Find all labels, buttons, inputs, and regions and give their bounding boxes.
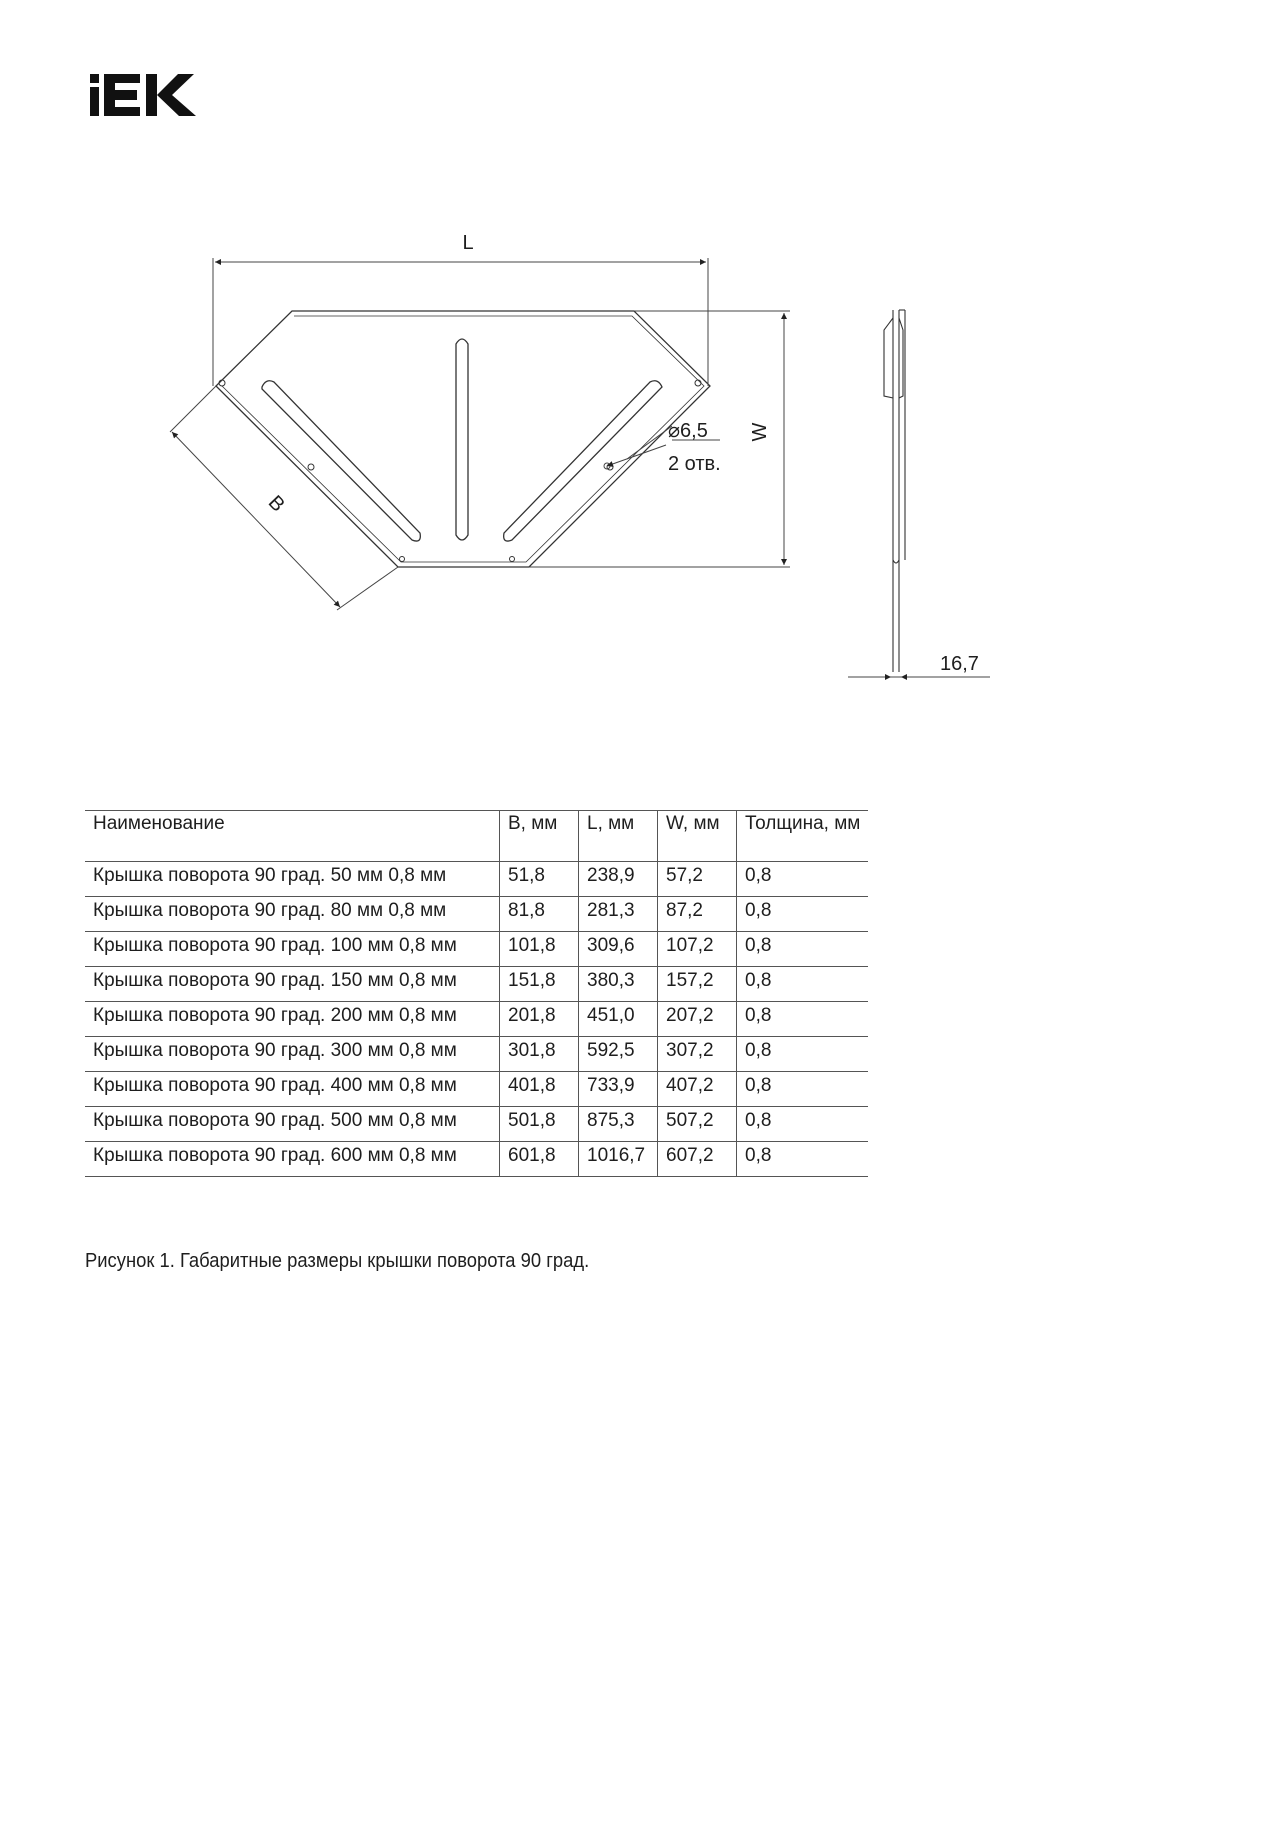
cell-w: 87,2 bbox=[658, 897, 737, 932]
table-header-row bbox=[85, 811, 868, 862]
table-row bbox=[85, 1037, 868, 1072]
cell-thickness: 0,8 bbox=[737, 1037, 869, 1072]
cell-l: 1016,7 bbox=[579, 1142, 658, 1177]
technical-drawing bbox=[0, 0, 1280, 760]
cell-w: 107,2 bbox=[658, 932, 737, 967]
cell-thickness: 0,8 bbox=[737, 967, 869, 1002]
cell-name: Крышка поворота 90 град. 300 мм 0,8 мм bbox=[85, 1037, 500, 1072]
cell-thickness: 0,8 bbox=[737, 1142, 869, 1177]
cell-w: 407,2 bbox=[658, 1072, 737, 1107]
cell-w: 157,2 bbox=[658, 967, 737, 1002]
cell-l: 238,9 bbox=[579, 862, 658, 897]
header-l: L, мм bbox=[579, 811, 658, 862]
dimension-w-label: W bbox=[749, 422, 771, 442]
cell-thickness: 0,8 bbox=[737, 862, 869, 897]
cell-b: 501,8 bbox=[500, 1107, 579, 1142]
cell-thickness: 0,8 bbox=[737, 932, 869, 967]
cell-w: 607,2 bbox=[658, 1142, 737, 1177]
table-row bbox=[85, 897, 868, 932]
cell-l: 380,3 bbox=[579, 967, 658, 1002]
table-row bbox=[85, 967, 868, 1002]
cell-thickness: 0,8 bbox=[737, 1002, 869, 1037]
dimension-b-label: B bbox=[263, 491, 289, 517]
cell-name: Крышка поворота 90 град. 100 мм 0,8 мм bbox=[85, 932, 500, 967]
cell-b: 51,8 bbox=[500, 862, 579, 897]
hole-diameter-label: ⌀6,5 bbox=[668, 420, 708, 442]
table-row bbox=[85, 862, 868, 897]
table-row bbox=[85, 1072, 868, 1107]
hole-count-label: 2 отв. bbox=[668, 453, 721, 475]
cell-name: Крышка поворота 90 град. 500 мм 0,8 мм bbox=[85, 1107, 500, 1142]
cell-w: 307,2 bbox=[658, 1037, 737, 1072]
dimension-l-label: L bbox=[462, 232, 474, 254]
cell-name: Крышка поворота 90 град. 400 мм 0,8 мм bbox=[85, 1072, 500, 1107]
cell-l: 733,9 bbox=[579, 1072, 658, 1107]
dimensions-table bbox=[85, 810, 868, 1177]
table-row bbox=[85, 932, 868, 967]
cell-b: 81,8 bbox=[500, 897, 579, 932]
cell-w: 507,2 bbox=[658, 1107, 737, 1142]
cell-l: 309,6 bbox=[579, 932, 658, 967]
cell-b: 601,8 bbox=[500, 1142, 579, 1177]
cell-b: 151,8 bbox=[500, 967, 579, 1002]
cell-name: Крышка поворота 90 град. 50 мм 0,8 мм bbox=[85, 862, 500, 897]
cell-thickness: 0,8 bbox=[737, 897, 869, 932]
cell-b: 101,8 bbox=[500, 932, 579, 967]
table-row bbox=[85, 1142, 868, 1177]
cell-w: 207,2 bbox=[658, 1002, 737, 1037]
figure-caption: Рисунок 1. Габаритные размеры крышки поворота 90 град. bbox=[85, 1250, 590, 1272]
header-b: B, мм bbox=[500, 811, 579, 862]
cell-name: Крышка поворота 90 град. 80 мм 0,8 мм bbox=[85, 897, 500, 932]
cell-name: Крышка поворота 90 град. 150 мм 0,8 мм bbox=[85, 967, 500, 1002]
header-w: W, мм bbox=[658, 811, 737, 862]
table-row bbox=[85, 1002, 868, 1037]
cell-thickness: 0,8 bbox=[737, 1107, 869, 1142]
cell-b: 201,8 bbox=[500, 1002, 579, 1037]
cell-thickness: 0,8 bbox=[737, 1072, 869, 1107]
cell-l: 281,3 bbox=[579, 897, 658, 932]
cell-b: 401,8 bbox=[500, 1072, 579, 1107]
cell-b: 301,8 bbox=[500, 1037, 579, 1072]
cell-l: 875,3 bbox=[579, 1107, 658, 1142]
cell-name: Крышка поворота 90 град. 200 мм 0,8 мм bbox=[85, 1002, 500, 1037]
cell-l: 592,5 bbox=[579, 1037, 658, 1072]
dimension-l bbox=[213, 258, 708, 386]
cell-w: 57,2 bbox=[658, 862, 737, 897]
header-name: Наименование bbox=[85, 811, 500, 862]
thickness-label: 16,7 bbox=[940, 653, 979, 675]
header-thickness: Толщина, мм bbox=[737, 811, 869, 862]
side-view bbox=[884, 310, 905, 672]
table-row bbox=[85, 1107, 868, 1142]
cover-outline bbox=[216, 311, 710, 567]
cell-l: 451,0 bbox=[579, 1002, 658, 1037]
cell-name: Крышка поворота 90 град. 600 мм 0,8 мм bbox=[85, 1142, 500, 1177]
